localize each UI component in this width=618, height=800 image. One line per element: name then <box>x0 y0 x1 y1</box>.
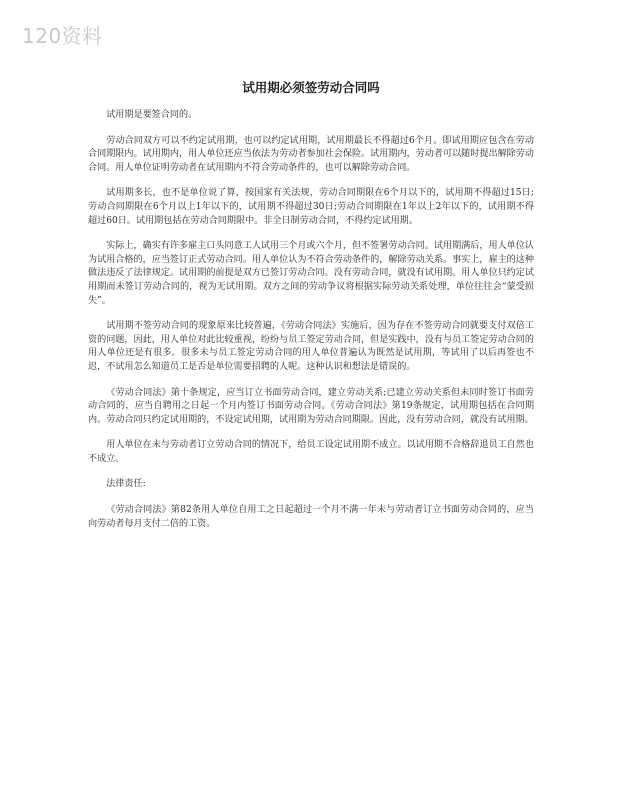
paragraph-probation-length: 试用期多长，也不是单位说了算，按国家有关法规，劳动合同期限在6个月以下的，试用期不得超过15日;劳动合同期限在6个月以上1年以下的，试用期不得超过30日;劳动合同期限在1年以上2年以下的，试用期不得超过60日。试用期包括在劳动合同期限中。非全日制劳动合同，不得约定试用期。 <box>88 188 534 226</box>
paragraph-phenomenon: 试用期不签劳动合同的现象原来比较普遍，《劳动合同法》实施后，因为存在不签劳动合同就要支付双倍工资的问题，因此，用人单位对此比较重视，纷纷与员工签定劳动合同，但是实践中，没有与员工签定劳动合同的用人单位还是有很多。很多未与员工签定劳动合同的用人单位普遍认为既然是试用期，等试用了以后再签也不迟，不试用怎么知道员工是否是单位需要招聘的人呢。这种认识和想法是错误的。 <box>88 321 534 372</box>
paragraph-intro: 试用期是要签合同的。 <box>106 110 198 120</box>
document-title: 试用期必须签劳动合同吗 <box>242 80 380 95</box>
paragraph-law-articles: 《劳动合同法》第十条规定，应当订立书面劳动合同，建立劳动关系;已建立劳动关系但未同时签订书面劳动合同的，应当自聘用之日起一个月内签订书面劳动合同。《劳动合同法》第19条规定，试用期包括在合同期内。劳动合同只约定试用期的，不设定试用期，试用期为劳动合同期限。因此，没有劳动合同，就没有试用期。 <box>88 387 534 425</box>
paragraph-conclusion: 用人单位在未与劳动者订立劳动合同的情况下，给员工设定试用期不成立。以试用期不合格辞退员工自然也不成立。 <box>88 440 534 464</box>
document-body <box>88 78 534 543</box>
paragraph-practice: 实际上，确实有许多雇主口头同意工人试用三个月或六个月，但不签署劳动合同。试用期满后，用人单位认为试用合格的，应当签订正式劳动合同。用人单位认为不符合劳动条件的，解除劳动关系。事实上，雇主的这种做法违反了法律规定。试用期的前提是双方已签订劳动合同。没有劳动合同，就没有试用期。用人单位只约定试用期而未签订劳动合同的，视为无试用期。双方之间的劳动争议将根据实际劳动关系处理，单位往往会“蒙受损失”。 <box>88 241 534 306</box>
paragraph-legal-liability-heading: 法律责任: <box>106 479 146 490</box>
watermark: 120资料 <box>22 24 103 48</box>
paragraph-probation-rules: 劳动合同双方可以不约定试用期，也可以约定试用期，试用期最长不得超过6个月。即试用期应包含在劳动合同期限内。试用期内，用人单位还应当依法为劳动者参加社会保险。试用期内，劳动者可以随时提出解除劳动合同。用人单位证明劳动者在试用期内不符合劳动条件的，也可以解除劳动合同。 <box>88 135 534 173</box>
paragraph-article-82: 《劳动合同法》第82条用人单位自用工之日起超过一个月不满一年未与劳动者订立书面劳动合同的，应当向劳动者每月支付二倍的工资。 <box>88 505 534 529</box>
